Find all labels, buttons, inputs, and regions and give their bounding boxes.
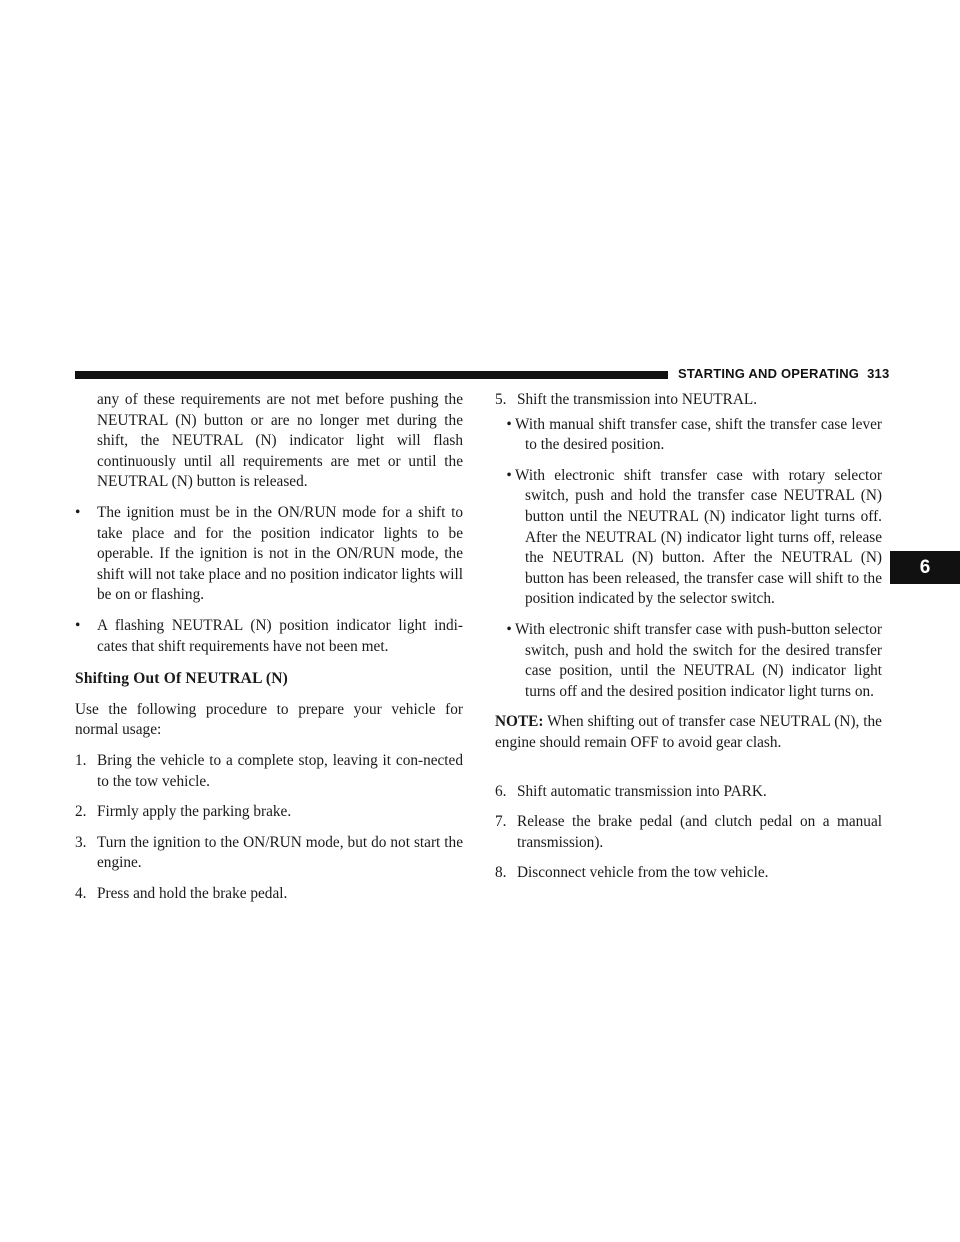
note-label: NOTE: (495, 713, 544, 731)
chapter-tab: 6 (890, 551, 960, 584)
running-header (678, 366, 889, 381)
step-item: 5. Shift the transmission into NEUTRAL. (495, 391, 758, 408)
bullet-icon: • (75, 503, 81, 521)
continuation-paragraph: any of these requirements are not met before pushing the NEUTRAL (N) button or are no longer met during the shift, the NEUTRAL (N) indicator light will flash continuously until all requirements are met or until the NEUTRAL (N) button is released. (97, 391, 463, 491)
intro-paragraph: Use the following procedure to prepare your vehicle for normal usage: (75, 700, 463, 739)
section-title: STARTING AND OPERATING (678, 366, 860, 381)
section-heading: Shifting Out Of NEUTRAL (N) (75, 670, 288, 688)
list-item: • With manual shift transfer case, shift the transfer case lever to the desired position. (495, 415, 882, 456)
right-column (495, 390, 882, 894)
note-paragraph: NOTE: When shifting out of transfer case NEUTRAL (N), the engine should remain OFF to avoid gear clash. (495, 713, 882, 751)
step-item: 6. Shift automatic transmission into PARK. (495, 782, 767, 800)
bullet-icon: • (506, 620, 512, 638)
step-item: 7. Release the brake pedal (and clutch pedal on a manual transmission). (495, 813, 882, 851)
list-item: • The ignition must be in the ON/RUN mode for a shift to take place and for the position indicator lights to be operable. If the ignition is not in the ON/RUN mode, the shift will not take place and no position indicator lights will be on or flashing. (75, 503, 463, 604)
bullet-icon: • (506, 415, 512, 433)
page-number: 313 (867, 366, 890, 381)
list-item: • With electronic shift transfer case with push-button selector switch, push and hold the switch for the desired transfer case position, until the NEUTRAL (N) indicator light turns off and the desired position indicator light turns on. (495, 620, 882, 702)
list-item: • With electronic shift transfer case with rotary selector switch, push and hold the transfer case NEUTRAL (N) button until the NEUTRAL (N) indicator light turns off. After the NEUTRAL (N) indicator light turns off, release the NEUTRAL (N) button. After the NEUTRAL (N) button has been released, the transfer case will shift to the position indicated by the selector switch. (495, 466, 882, 610)
bullet-icon: • (75, 616, 81, 634)
step-item: 1. Bring the vehicle to a complete stop, leaving it con-nected to the tow vehicle. (75, 751, 463, 790)
left-column (75, 390, 463, 914)
header-rule (75, 371, 668, 379)
step-item: 8. Disconnect vehicle from the tow vehicle. (495, 864, 769, 882)
bullet-icon: • (506, 466, 512, 484)
list-item: • A flashing NEUTRAL (N) position indicator light indi-cates that shift requirements have not been met. (75, 616, 463, 655)
step-item: 3. Turn the ignition to the ON/RUN mode, but do not start the engine. (75, 833, 463, 872)
step-item: 2. Firmly apply the parking brake. (75, 803, 292, 821)
step-item: 4. Press and hold the brake pedal. (75, 884, 288, 902)
spacer (495, 764, 882, 782)
